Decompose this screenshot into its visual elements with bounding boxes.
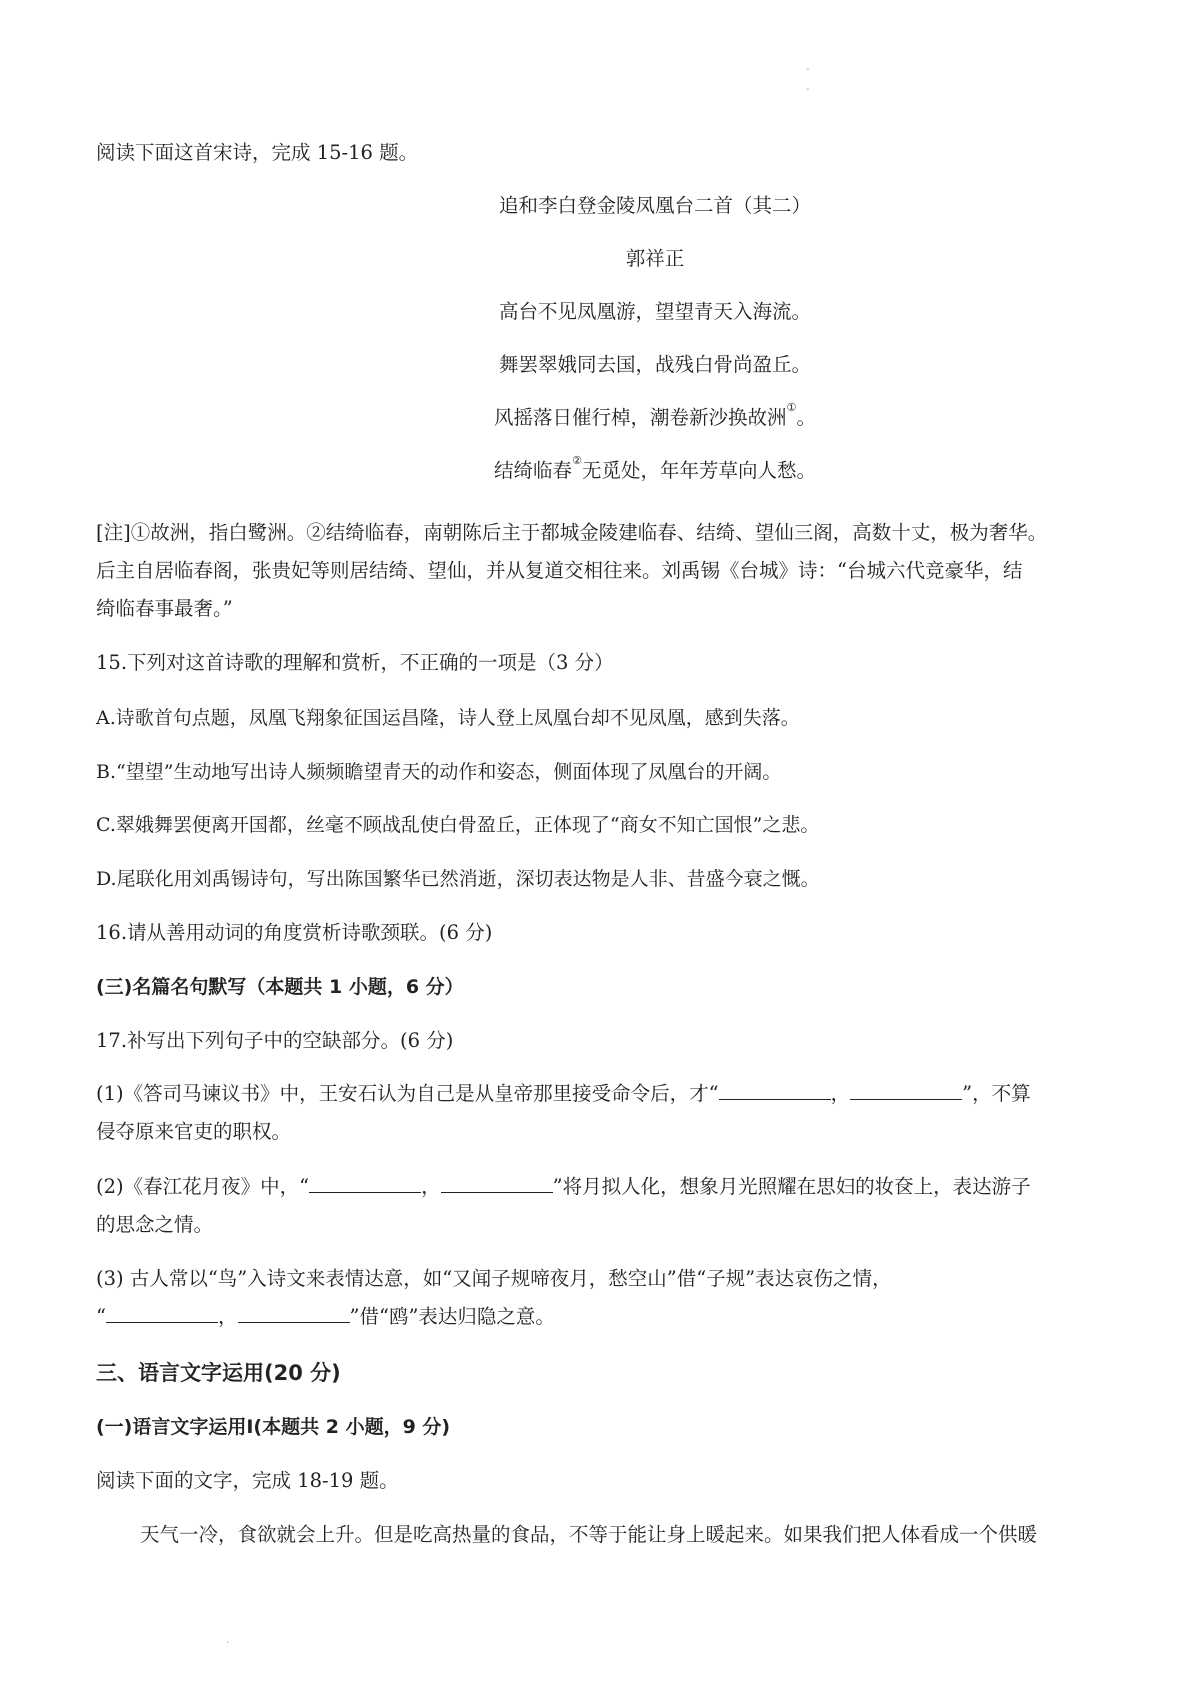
poem-line-4 xyxy=(0,454,1200,484)
q15-stem: 15.下列对这首诗歌的理解和赏析，不正确的一项是（3 分） xyxy=(96,651,614,674)
q17-item-1-tail: ”，不算 xyxy=(962,1082,1031,1105)
footnote-mark-1: ① xyxy=(786,401,797,414)
poem-line-3-end: 。 xyxy=(796,406,816,429)
reading-intro: 阅读下面这首宋诗，完成 15-16 题。 xyxy=(96,141,419,164)
q16-stem: 16.请从善用动词的角度赏析诗歌颈联。(6 分) xyxy=(96,921,493,944)
q17-item-2-cont: 的思念之情。 xyxy=(96,1213,214,1236)
reading-intro-2: 阅读下面的文字，完成 18-19 题。 xyxy=(96,1469,399,1492)
part-heading: 三、语言文字运用(20 分) xyxy=(96,1361,341,1385)
note-line-2: 后主自居临春阁，张贵妃等则居结绮、望仙，并从复道交相往来。刘禹锡《台城》诗：“台城六代竞豪华，结 xyxy=(96,559,1023,582)
answer-blank[interactable] xyxy=(238,1304,350,1323)
scan-mark: · xyxy=(226,1638,230,1649)
footnote-mark-2: ② xyxy=(572,454,582,467)
q15-option-c: C.翠娥舞罢便离开国都，丝毫不顾战乱使白骨盈丘，正体现了“商女不知亡国恨”之悲。 xyxy=(96,814,820,836)
separator: ， xyxy=(217,1305,238,1328)
answer-blank[interactable] xyxy=(309,1174,421,1193)
note-line-3: 绮临春事最奢。” xyxy=(96,597,233,620)
answer-blank[interactable] xyxy=(719,1081,831,1100)
poem-line-3-text: 风摇落日催行棹，潮卷新沙换故洲 xyxy=(494,406,787,429)
q17-item-2-text: (2)《春江花月夜》中，“ xyxy=(96,1175,310,1198)
q17-item-2-tail: ”将月拟人化，想象月光照耀在思妇的妆奁上，表达游子 xyxy=(552,1175,1031,1198)
part-subheading: (一)语言文字运用Ⅰ(本题共 2 小题，9 分) xyxy=(96,1416,451,1438)
poem-line-4-text-b: 无觅处，年年芳草向人愁。 xyxy=(581,459,816,482)
q17-item-3: (3) 古人常以“鸟”入诗文来表情达意，如“又闻子规啼夜月，愁空山”借“子规”表达哀伤之情， xyxy=(96,1267,892,1290)
poem-author: 郭祥正 xyxy=(625,247,685,270)
q17-stem: 17.补写出下列句子中的空缺部分。(6 分) xyxy=(96,1029,454,1052)
q17-item-3-cont xyxy=(96,1304,1104,1330)
q17-item-2 xyxy=(96,1174,1104,1200)
poem-line-2: 舞罢翠娥同去国，战残白骨尚盈丘。 xyxy=(498,353,811,376)
q17-item-3-tail: ”借“鸥”表达归隐之意。 xyxy=(349,1305,555,1328)
q15-option-d: D.尾联化用刘禹锡诗句，写出陈国繁华已然消逝，深切表达物是人非、昔盛今衰之慨。 xyxy=(96,868,820,890)
q17-item-1-cont: 侵夺原来官吏的职权。 xyxy=(96,1120,292,1143)
separator: ， xyxy=(830,1082,851,1105)
passage-paragraph: 天气一冷，食欲就会上升。但是吃高热量的食品，不等于能让身上暖起来。如果我们把人体看成一个供暖 xyxy=(140,1523,1038,1546)
poem-title: 追和李白登金陵凤凰台二首（其二） xyxy=(498,194,811,217)
separator: ， xyxy=(421,1175,441,1198)
q17-item-1 xyxy=(96,1081,1104,1107)
answer-blank[interactable] xyxy=(106,1304,218,1323)
open-quote: “ xyxy=(96,1305,106,1328)
q17-item-1-text: (1)《答司马谏议书》中，王安石认为自己是从皇帝那里接受命令后，才“ xyxy=(96,1082,719,1105)
q15-option-b: B.“望望”生动地写出诗人频频瞻望青天的动作和姿态，侧面体现了凤凰台的开阔。 xyxy=(96,761,782,783)
scan-mark: - xyxy=(806,84,810,95)
poem-line-4-text-a: 结绮临春 xyxy=(494,459,573,482)
note-line-1: [注]①故洲，指白鹭洲。②结绮临春，南朝陈后主于都城金陵建临春、结绮、望仙三阁，高数十丈，极为奢华。 xyxy=(96,521,1048,544)
scan-mark: - xyxy=(806,64,810,75)
poem-line-1: 高台不见凤凰游，望望青天入海流。 xyxy=(498,300,811,323)
q15-option-a: A.诗歌首句点题，凤凰飞翔象征国运昌隆，诗人登上凤凰台却不见凤凰，感到失落。 xyxy=(96,707,800,729)
answer-blank[interactable] xyxy=(850,1081,962,1100)
poem-line-3 xyxy=(0,401,1200,431)
section-heading: (三)名篇名句默写（本题共 1 小题，6 分） xyxy=(96,976,464,998)
answer-blank[interactable] xyxy=(441,1174,553,1193)
